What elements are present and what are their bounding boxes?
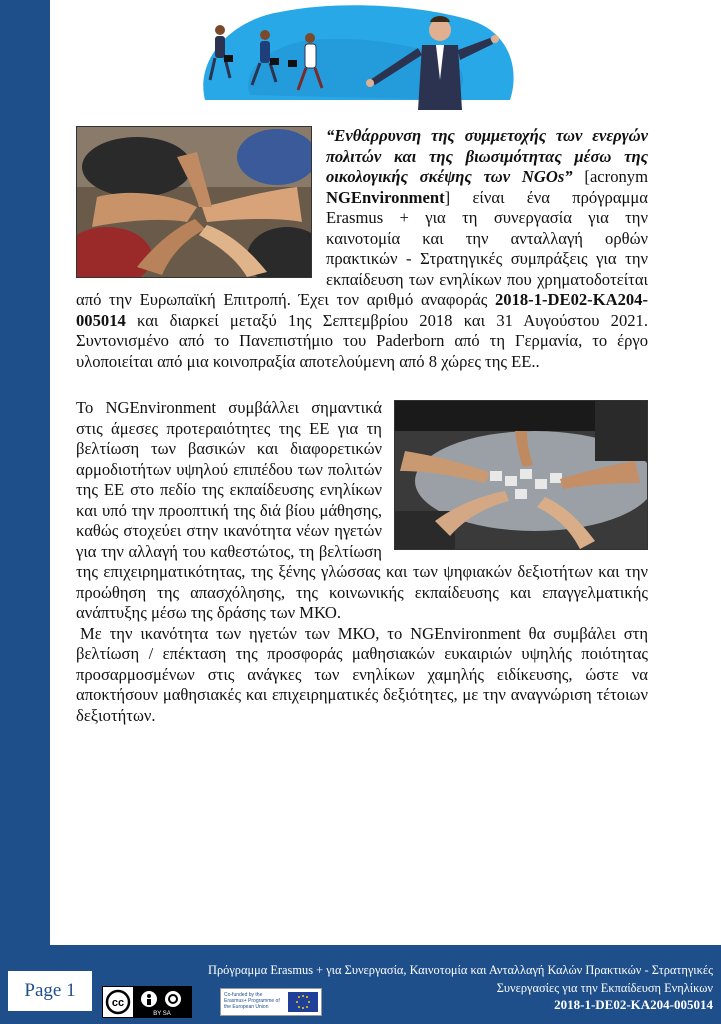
footer-program-line-1: Πρόγραμμα Erasmus + για Συνεργασία, Καινοτομία και Ανταλλαγή Καλών Πρακτικών - Στρατηγικές xyxy=(208,963,713,977)
banner-illustration xyxy=(190,0,520,115)
cc-license-label: BY SA xyxy=(153,1011,171,1017)
document-body xyxy=(76,126,648,726)
reference-number: 2018-1-DE02-KA204-005014 xyxy=(76,290,648,330)
acronym-prefix: [acronym xyxy=(572,167,648,186)
project-acronym: NGEnvironment xyxy=(326,187,445,207)
teamwork-hands-photo xyxy=(76,126,312,278)
paragraph-leaders: Με την ικανότητα των ηγετών των ΜΚΟ, το NGEnvironment θα συμβάλει στη βελτίωση / επέκταση της προσφοράς μαθησιακών ευκαιριών υψηλής ποιότητας προσαρμοσμένων στις ανάγκες των ενηλίκων χαμηλής ειδίκευσης, ώστε να αποκτήσουν μαθησιακές και επιχειρηματικές δεξιότητες, με την αναγνώριση τέτοιων δεξιοτήτων. xyxy=(76,623,648,725)
project-title: “Ενθάρρυνση της συμμετοχής των ενεργών πολιτών και της βιωσιμότητας μέσω της οικολογικής σκέψης των NGOs” xyxy=(326,126,648,186)
page-number-box: Page 1 xyxy=(7,970,93,1012)
page-footer xyxy=(0,945,721,1024)
left-accent-bar xyxy=(0,0,50,945)
paragraph-priorities: Το NGEnvironment συμβάλλει σημαντικά στις άμεσες προτεραιότητες της ΕΕ για τη βελτίωση των βασικών και διαφορετικών αρμοδιοτήτων υψηλού επιπέδου των πολιτών της ΕΕ στο πεδίο της εκπαίδευσης ενηλίκων και υπό την προοπτική της διά βίου μάθησης, καθώς στοχεύει στην ικανότητα νέων ηγετών για την αλλαγή του καθεστώτος, τη βελτίωση της επιχειρηματικότητας, της ξένης γλώσσας και των ψηφιακών δεξιοτήτων και την προώθηση της απασχόλησης, της κοινωνικής εκπαίδευσης και επαγγελματικής ανάπτυξης μέσω της δράσης των ΜΚΟ. xyxy=(76,398,648,622)
svg-text:cc: cc xyxy=(111,997,125,1009)
intro-text-1: ] είναι ένα πρόγραμμα Erasmus + για τη συνεργασία για την καινοτομία και την ανταλλαγή ορθών πρακτικών - Στρατηγικές συμπράξεις για την εκπαίδευση των ενηλίκων που χρηματοδοτείται από την Ευρωπαϊκή Επιτροπή. Έχει τον αριθμό αναφοράς xyxy=(76,187,648,309)
eu-cofunded-text: Co-funded by the Erasmus+ Programme of the European Union xyxy=(224,992,280,1010)
puzzle-meeting-photo xyxy=(394,400,648,550)
intro-text-2: και διαρκεί μεταξύ 1ης Σεπτεμβρίου 2018 και 31 Αυγούστου 2021. Συντονισμένο από το Πανεπιστήμιο του Paderborn από τη Γερμανία, το έργο υλοποιείται από μια κοινοπραξία αποτελούμενη από 8 χώρες της ΕΕ.. xyxy=(76,310,648,371)
footer-program-text xyxy=(153,961,713,997)
footer-program-line-2: Συνεργασίες για την Εκπαίδευση Ενηλίκων xyxy=(496,981,713,995)
footer-reference-code: 2018-1-DE02-KA204-005014 xyxy=(554,997,713,1012)
